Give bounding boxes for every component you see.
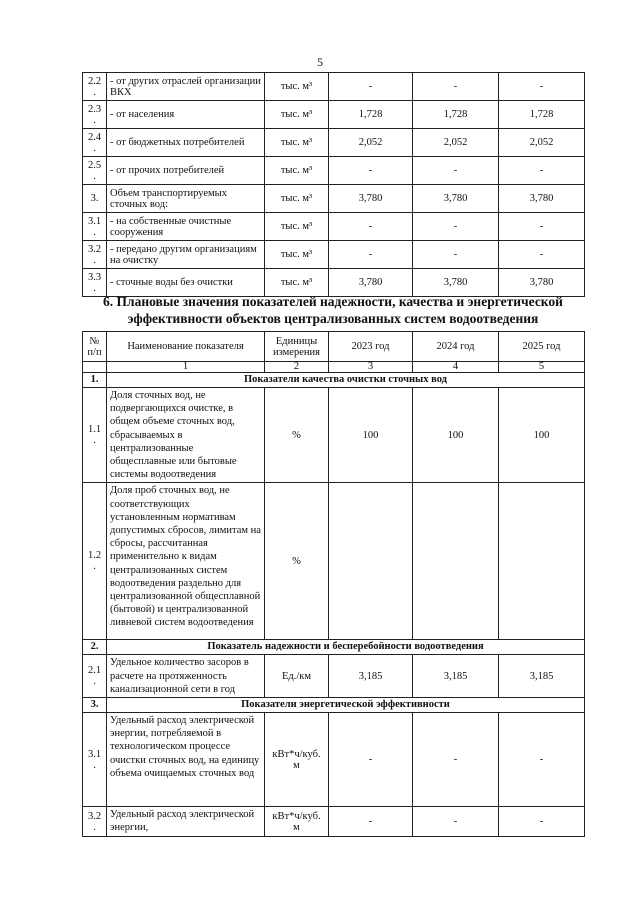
- table-row: [83, 129, 585, 157]
- row-name: Удельный расход электрической энергии,: [107, 807, 265, 837]
- section-row: [83, 698, 585, 713]
- row-unit: тыс. м³: [265, 241, 329, 269]
- value-2025: -: [499, 241, 585, 269]
- table-row: [83, 101, 585, 129]
- table-row: [83, 73, 585, 101]
- row-unit: тыс. м³: [265, 73, 329, 101]
- value-2025: 3,780: [499, 185, 585, 213]
- row-number: 2.2 .: [83, 73, 107, 101]
- value-2023: [329, 483, 413, 640]
- row-unit: тыс. м³: [265, 269, 329, 297]
- table-row: [83, 807, 585, 837]
- value-2023: -: [329, 713, 413, 807]
- row-number: 2.1 .: [83, 655, 107, 698]
- row-name: - от прочих потребителей: [107, 157, 265, 185]
- value-2024: -: [413, 807, 499, 837]
- indicators-table: [82, 331, 585, 837]
- value-2023: -: [329, 241, 413, 269]
- row-name: - от населения: [107, 101, 265, 129]
- value-2023: 3,780: [329, 185, 413, 213]
- table-row: [83, 241, 585, 269]
- value-2025: -: [499, 713, 585, 807]
- section-row: [83, 373, 585, 388]
- row-unit: тыс. м³: [265, 129, 329, 157]
- row-unit: кВт*ч/куб. м: [265, 807, 329, 837]
- value-2023: -: [329, 807, 413, 837]
- row-unit: тыс. м³: [265, 185, 329, 213]
- value-2024: -: [413, 73, 499, 101]
- row-number: 3.3 .: [83, 269, 107, 297]
- value-2023: 3,780: [329, 269, 413, 297]
- section-number: 1.: [83, 373, 107, 388]
- row-unit: тыс. м³: [265, 213, 329, 241]
- section-row: [83, 640, 585, 655]
- value-2024: 3,185: [413, 655, 499, 698]
- table-row: [83, 157, 585, 185]
- section-number: 2.: [83, 640, 107, 655]
- header-row: [83, 332, 585, 362]
- value-2023: -: [329, 73, 413, 101]
- section-title: Показатель надежности и бесперебойности водоотведения: [107, 640, 585, 655]
- table-row: [83, 185, 585, 213]
- value-2025: [499, 483, 585, 640]
- row-number: 3.2 .: [83, 807, 107, 837]
- value-2024: 1,728: [413, 101, 499, 129]
- value-2024: [413, 483, 499, 640]
- table-row: [83, 713, 585, 807]
- row-name: Доля сточных вод, не подвергающихся очистке, в общем объеме сточных вод, сбрасываемых в централизованные общесплавные или бытовые системы водоотведения: [107, 388, 265, 483]
- row-unit: %: [265, 483, 329, 640]
- section-title: Показатели энергетической эффективности: [107, 698, 585, 713]
- header-name: Наименование показателя: [107, 332, 265, 362]
- value-2025: 1,728: [499, 101, 585, 129]
- row-number: 1.2 .: [83, 483, 107, 640]
- section-number: 3.: [83, 698, 107, 713]
- header-num: № п/п: [83, 332, 107, 362]
- header-year-2025: 2025 год: [499, 332, 585, 362]
- value-2024: 3,780: [413, 269, 499, 297]
- row-name: - сточные воды без очистки: [107, 269, 265, 297]
- column-number: 1: [107, 362, 265, 373]
- value-2023: 2,052: [329, 129, 413, 157]
- row-number: 3.1 .: [83, 213, 107, 241]
- value-2023: 100: [329, 388, 413, 483]
- header-year-2023: 2023 год: [329, 332, 413, 362]
- row-number: 3.2 .: [83, 241, 107, 269]
- row-unit: тыс. м³: [265, 157, 329, 185]
- row-name: - на собственные очистные сооружения: [107, 213, 265, 241]
- row-unit: кВт*ч/куб. м: [265, 713, 329, 807]
- row-unit: тыс. м³: [265, 101, 329, 129]
- value-2024: -: [413, 157, 499, 185]
- value-2024: -: [413, 713, 499, 807]
- value-2023: 1,728: [329, 101, 413, 129]
- table-row: [83, 388, 585, 483]
- value-2023: 3,185: [329, 655, 413, 698]
- header-unit: Единицы измерения: [265, 332, 329, 362]
- row-number: 1.1 .: [83, 388, 107, 483]
- value-2025: -: [499, 807, 585, 837]
- row-name: Удельный расход электрической энергии, потребляемой в технологическом процессе очистки сточных вод, на единицу объема очищаемых сточных вод: [107, 713, 265, 807]
- value-2025: -: [499, 213, 585, 241]
- row-name: Объем транспортируемых сточных вод:: [107, 185, 265, 213]
- value-2024: 2,052: [413, 129, 499, 157]
- column-number: 2: [265, 362, 329, 373]
- table-row: [83, 483, 585, 640]
- row-name: - от бюджетных потребителей: [107, 129, 265, 157]
- value-2025: -: [499, 157, 585, 185]
- value-2025: 3,185: [499, 655, 585, 698]
- value-2023: -: [329, 157, 413, 185]
- column-number: 3: [329, 362, 413, 373]
- row-number: 3.: [83, 185, 107, 213]
- row-number: 2.3 .: [83, 101, 107, 129]
- row-number: 3.1 .: [83, 713, 107, 807]
- value-2025: 2,052: [499, 129, 585, 157]
- value-2024: -: [413, 213, 499, 241]
- row-name: - передано другим организациям на очистку: [107, 241, 265, 269]
- value-2025: 100: [499, 388, 585, 483]
- row-unit: %: [265, 388, 329, 483]
- value-2025: 3,780: [499, 269, 585, 297]
- flow-volume-table: [82, 72, 585, 297]
- column-number-row: [83, 362, 585, 373]
- table-row: [83, 213, 585, 241]
- value-2024: 3,780: [413, 185, 499, 213]
- value-2025: -: [499, 73, 585, 101]
- row-unit: Ед./км: [265, 655, 329, 698]
- value-2024: 100: [413, 388, 499, 483]
- section-title: Показатели качества очистки сточных вод: [107, 373, 585, 388]
- row-name: Доля проб сточных вод, не соответствующих установленным нормативам допустимых сбросов, лимитам на сбросы, рассчитанная применительно к видам централизованных систем водоотведения раздельно для централизованной общесплавной (бытовой) и централизованной ливневой систем водоотведения: [107, 483, 265, 640]
- column-number: 4: [413, 362, 499, 373]
- value-2024: -: [413, 241, 499, 269]
- column-number-blank: [83, 362, 107, 373]
- header-year-2024: 2024 год: [413, 332, 499, 362]
- row-number: 2.5 .: [83, 157, 107, 185]
- value-2023: -: [329, 213, 413, 241]
- row-number: 2.4 .: [83, 129, 107, 157]
- table-row: [83, 655, 585, 698]
- section-title: 6. Плановые значения показателей надежности, качества и энергетической эффективности объектов централизованных систем водоотведения: [103, 294, 563, 326]
- row-name: Удельное количество засоров в расчете на протяженность канализационной сети в год: [107, 655, 265, 698]
- row-name: - от других отраслей организации ВКХ: [107, 73, 265, 101]
- page-number: 5: [317, 55, 323, 69]
- column-number: 5: [499, 362, 585, 373]
